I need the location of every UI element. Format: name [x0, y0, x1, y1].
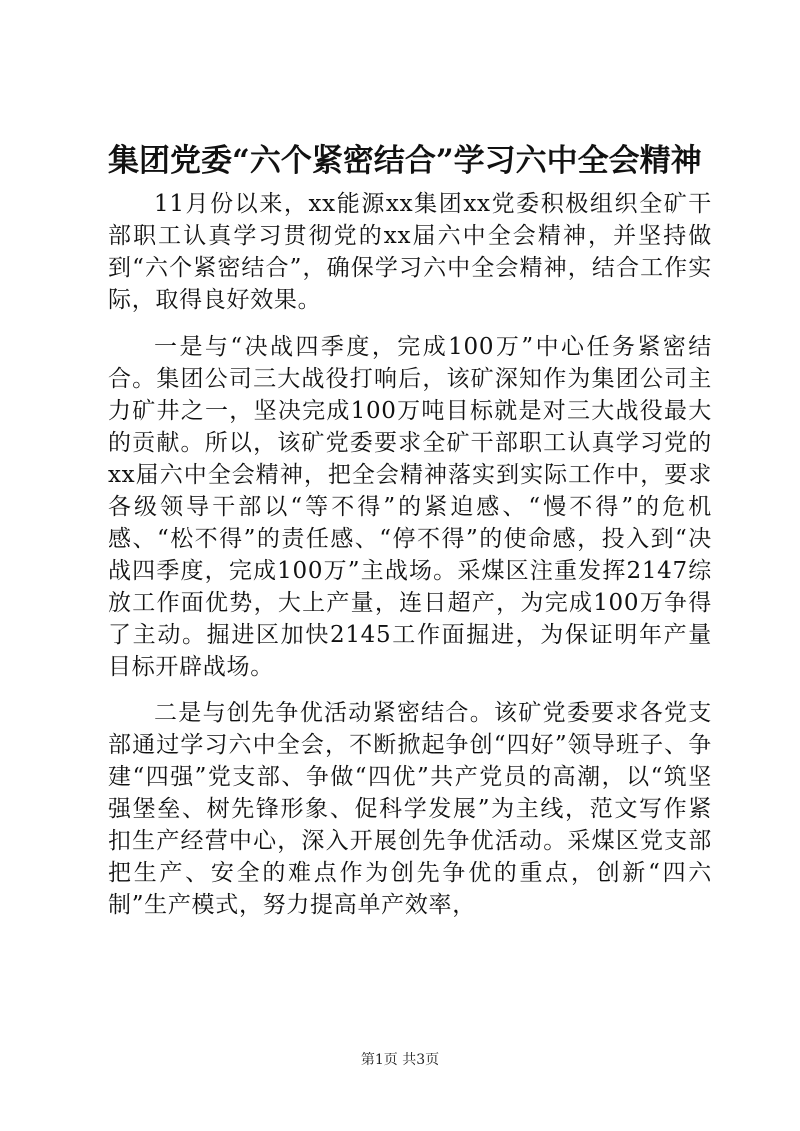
paragraph-point-one: 一是与“决战四季度，完成100万”中心任务紧密结合。集团公司三大战役打响后，该矿深知作为集团公司主力矿井之一，坚决完成100万吨目标就是对三大战役最大的贡献。所以，该矿党委要求全矿干部职工认真学习党的xx届六中全会精神，把全会精神落实到实际工作中，要求各级领导干部以“等不得”的紧迫感、“慢不得”的危机感、“松不得”的责任感、“停不得”的使命感，投入到“决战四季度，完成100万”主战场。采煤区注重发挥2147综放工作面优势，大上产量，连日超产，为完成100万争得了主动。掘进区加快2145工作面掘进，为保证明年产量目标开辟战场。 — [108, 333, 712, 680]
document-title: 集团党委“六个紧密结合”学习六中全会精神 — [108, 143, 702, 179]
page-footer: 第1页 共3页 — [360, 1052, 440, 1068]
paragraph-point-two: 二是与创先争优活动紧密结合。该矿党委要求各党支部通过学习六中全会，不断掀起争创“四好”领导班子、争建“四强”党支部、争做“四优”共产党员的高潮，以“筑坚强堡垒、树先锋形象、促科学发展”为主线，范文写作紧扣生产经营中心，深入开展创先争优活动。采煤区党支部把生产、安全的难点作为创先争优的重点，创新“四六制”生产模式，努力提高单产效率， — [108, 700, 712, 918]
document-body — [108, 188, 712, 936]
paragraph-intro: 11月份以来，xx能源xx集团xx党委积极组织全矿干部职工认真学习贯彻党的xx届六中全会精神，并坚持做到“六个紧密结合”，确保学习六中全会精神，结合工作实际，取得良好效果。 — [108, 191, 712, 313]
